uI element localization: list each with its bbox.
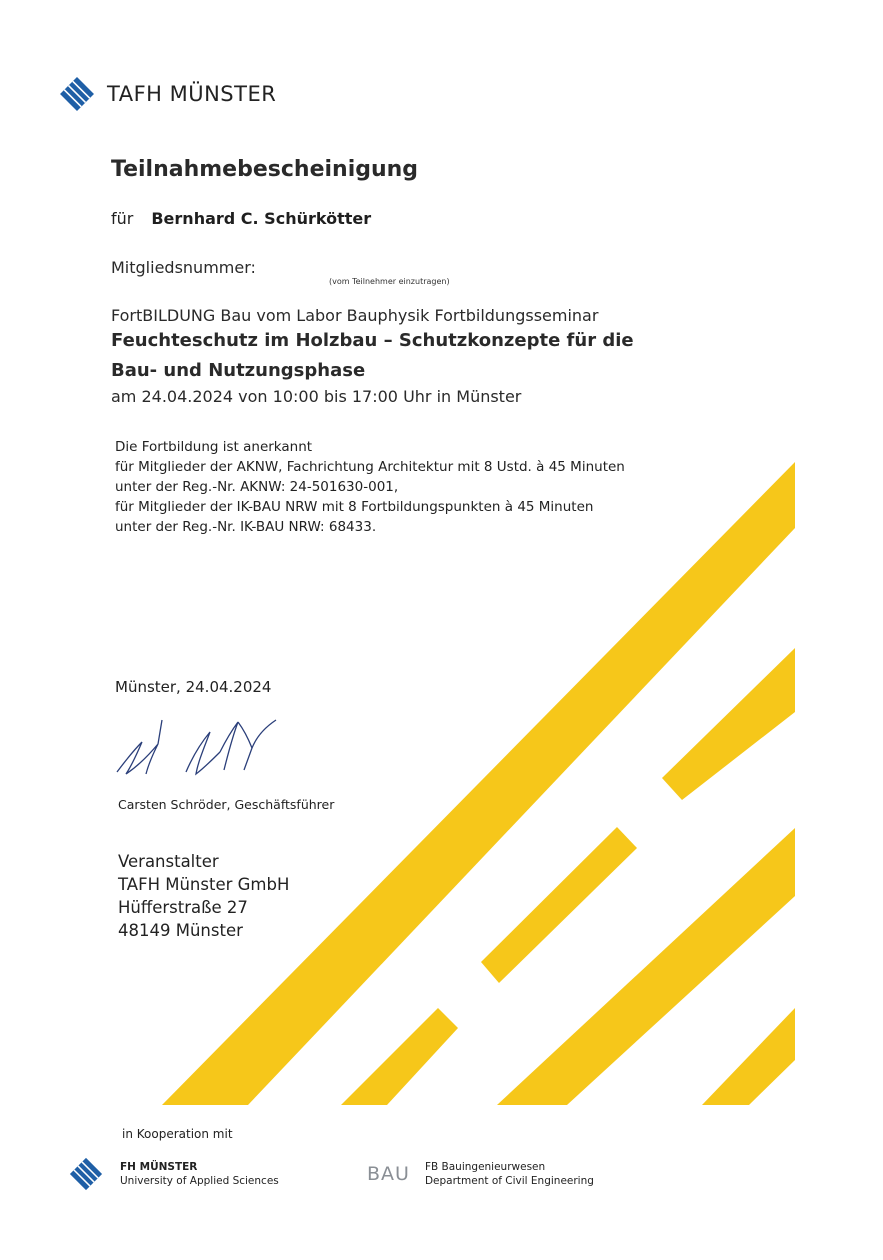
signer-name: Carsten Schröder, Geschäftsführer: [118, 797, 335, 812]
recognition-block: [115, 437, 625, 537]
recognition-line: für Mitglieder der IK-BAU NRW mit 8 Fortbildungspunkten à 45 Minuten: [115, 499, 594, 515]
partner1-name: FH MÜNSTER: [120, 1161, 198, 1173]
tafh-logo-icon: [58, 75, 96, 113]
place-date: Münster, 24.04.2024: [115, 678, 272, 696]
participant-line: [111, 209, 371, 228]
stripe-bottom-right: [702, 1008, 795, 1105]
fh-muenster-logo-icon: [68, 1156, 104, 1192]
partner1-subtitle: University of Applied Sciences: [120, 1175, 279, 1187]
course-title-line2: Bau- und Nutzungsphase: [111, 360, 366, 381]
organizer-block: [118, 850, 289, 942]
stripe-bottom-left: [341, 1008, 458, 1105]
recognition-line: unter der Reg.-Nr. IK-BAU NRW: 68433.: [115, 519, 377, 535]
member-number-label: Mitgliedsnummer:: [111, 258, 256, 277]
course-date: am 24.04.2024 von 10:00 bis 17:00 Uhr in Münster: [111, 387, 522, 406]
bau-logo-icon: BAU: [367, 1163, 410, 1185]
brand-name: TAFH MÜNSTER: [107, 82, 277, 106]
recognition-line: unter der Reg.-Nr. AKNW: 24-501630-001,: [115, 479, 399, 495]
recognition-line: für Mitglieder der AKNW, Fachrichtung Architektur mit 8 Ustd. à 45 Minuten: [115, 459, 625, 475]
recognition-line: Die Fortbildung ist anerkannt: [115, 439, 313, 455]
stripe-right-upper: [662, 648, 795, 800]
member-number-hint: (vom Teilnehmer einzutragen): [329, 277, 450, 286]
partner2-subtitle: Department of Civil Engineering: [424, 1175, 594, 1187]
organizer-city: 48149 Münster: [118, 921, 243, 940]
page-title: Teilnahmebescheinigung: [111, 157, 419, 182]
organizer-street: Hüfferstraße 27: [118, 898, 248, 917]
course-series: FortBILDUNG Bau vom Labor Bauphysik Fortbildungsseminar: [111, 306, 599, 325]
header-logo: [58, 75, 276, 113]
for-label: für: [111, 209, 134, 228]
cooperation-label: in Kooperation mit: [122, 1127, 233, 1141]
signature-image: [112, 712, 292, 782]
participant-name: Bernhard C. Schürkötter: [151, 209, 372, 228]
organizer-label: Veranstalter: [118, 852, 219, 871]
partner-fb-bau: [367, 1160, 594, 1188]
course-title-line1: Feuchteschutz im Holzbau – Schutzkonzepte für die: [111, 330, 634, 351]
stripe-mid: [481, 827, 637, 983]
partner-fh-muenster: [68, 1156, 279, 1192]
partner2-name: FB Bauingenieurwesen: [424, 1161, 546, 1173]
organizer-name: TAFH Münster GmbH: [118, 875, 290, 894]
